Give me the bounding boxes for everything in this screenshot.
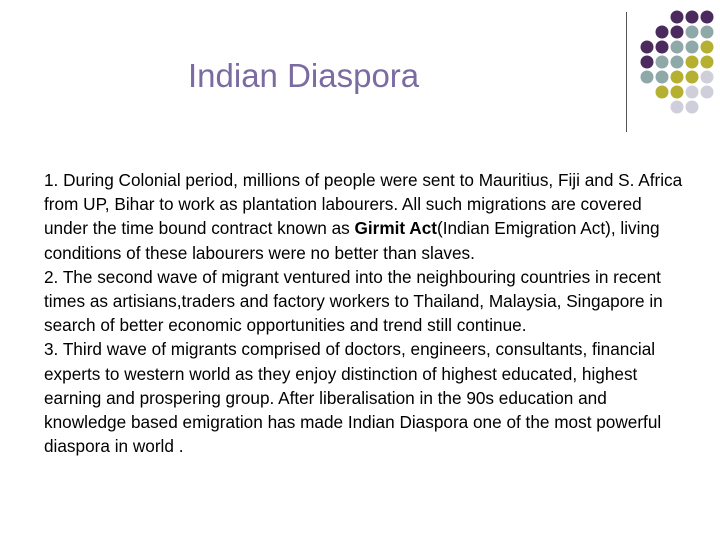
decorative-dot (671, 101, 684, 114)
decorative-dot (686, 101, 699, 114)
decorative-dot (701, 71, 714, 84)
decorative-dot (656, 56, 669, 69)
decorative-dot (686, 86, 699, 99)
decorative-dot (671, 26, 684, 39)
point-1-number: 1. (44, 170, 59, 190)
slide-title: Indian Diaspora (188, 57, 420, 94)
point-1-text-before: During Colonial period, millions of people were sent to Mauritius, Fiji and S. Africa from UP, Bihar to work as plantation labourers. All such migrations are covered under the time bound contract known as (44, 170, 683, 239)
title-divider-line (626, 12, 627, 132)
decorative-dot (701, 86, 714, 99)
decorative-dot (701, 56, 714, 69)
decorative-dot (686, 11, 699, 24)
point-3 (44, 337, 684, 458)
decorative-dot (701, 26, 714, 39)
point-2-number: 2. (44, 266, 59, 287)
decorative-dot (701, 11, 714, 24)
decorative-dot (671, 56, 684, 69)
decorative-dot (686, 41, 699, 54)
decorative-dot (671, 71, 684, 84)
point-3-text: Third wave of migrants comprised of doctors, engineers, consultants, financial experts to western world as they enjoy distinction of highest educated, highest earning and prospering group. After liberalisation in the 90s education and knowledge based emigration has made Indian Diaspora one of the most powerful diaspora in world . (44, 339, 662, 457)
point-1-text-after: (Indian Emigration Act), living conditions of these labourers were no better than slaves. (44, 218, 660, 263)
point-2 (44, 265, 684, 338)
decorative-dot (656, 26, 669, 39)
decorative-dot (656, 86, 669, 99)
decorative-dot (641, 71, 654, 84)
point-3-number: 3. (44, 339, 59, 360)
decorative-dot (641, 41, 654, 54)
decorative-dot (656, 71, 669, 84)
decorative-dot (671, 41, 684, 54)
decorative-dot (701, 41, 714, 54)
decorative-dot (686, 71, 699, 84)
decorative-dot (686, 26, 699, 39)
decorative-dot-grid (640, 10, 720, 120)
decorative-dot (671, 86, 684, 99)
slide-body (44, 168, 684, 458)
decorative-dot (686, 56, 699, 69)
point-1-bold-term: Girmit Act (354, 218, 437, 239)
point-2-text: The second wave of migrant ventured into the neighbouring countries in recent times as artisians,traders and factory workers to Thailand, Malaysia, Singapore in search of better economic opportunities and trend still continue. (44, 266, 663, 336)
point-1 (44, 168, 684, 265)
decorative-dot (656, 41, 669, 54)
decorative-dot (641, 56, 654, 69)
decorative-dot (671, 11, 684, 24)
